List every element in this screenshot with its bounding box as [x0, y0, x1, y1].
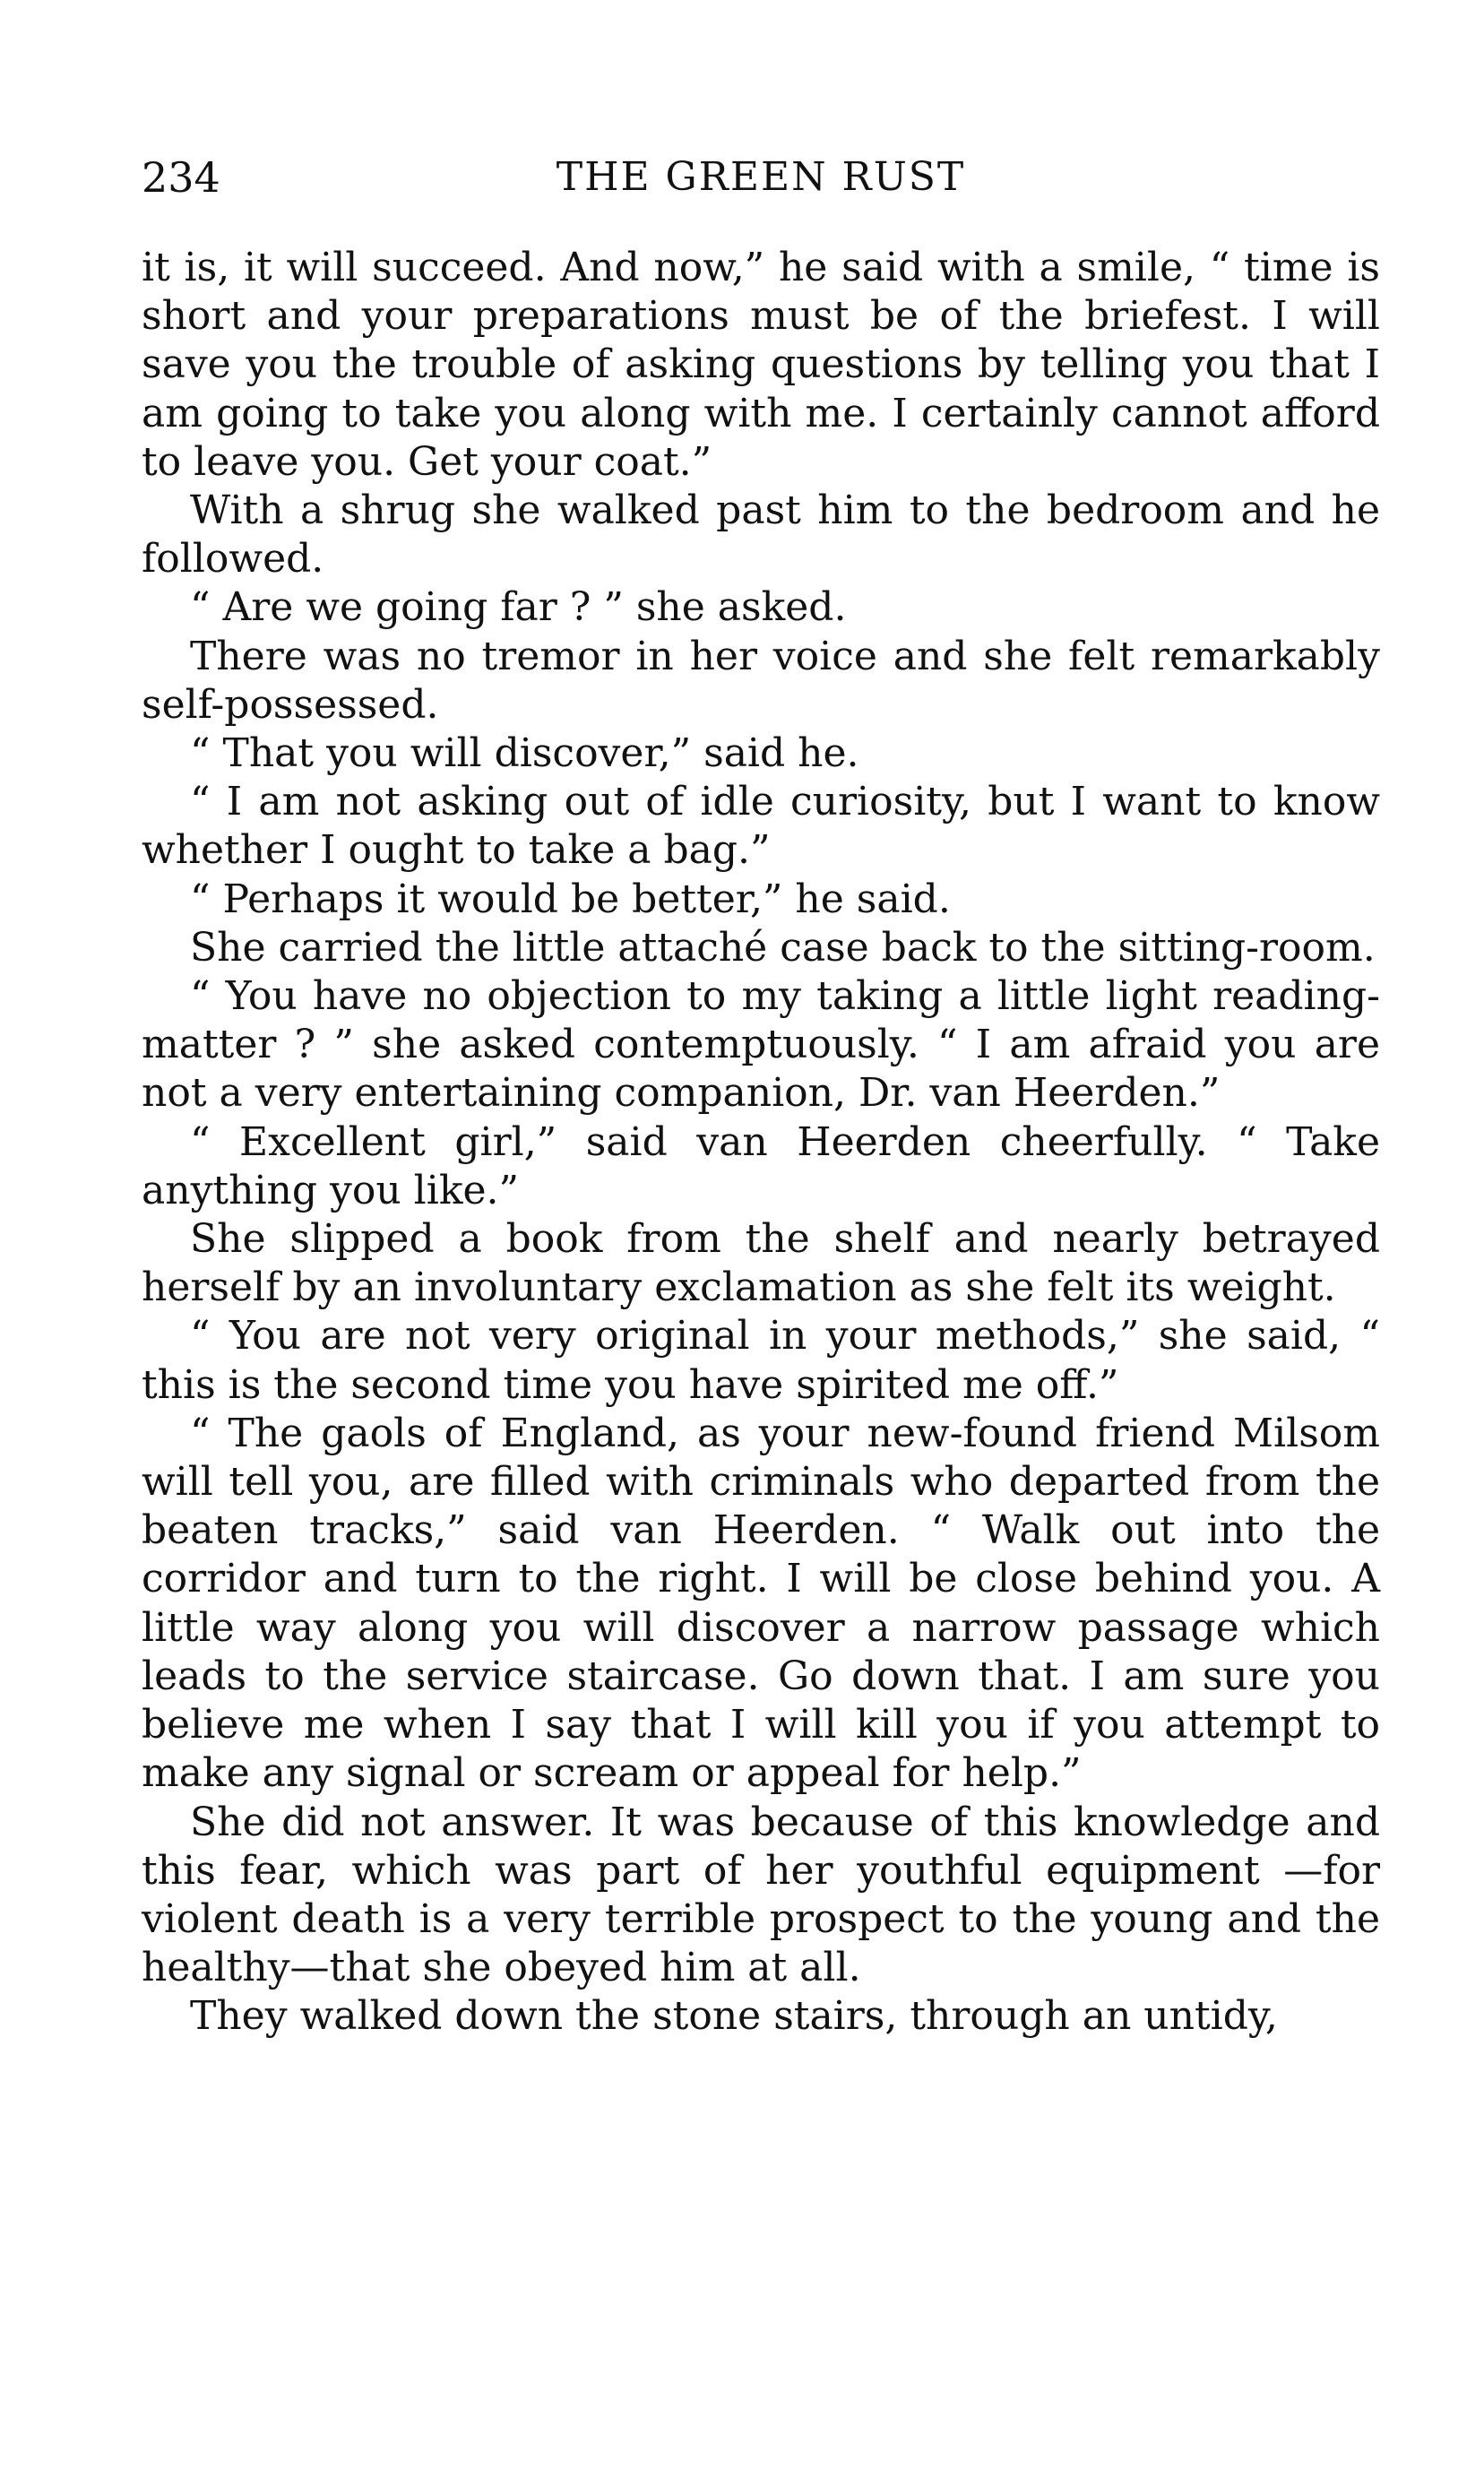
paragraph: “ You are not very original in your methods,” she said, “ this is the second time you have spirited me off.”	[142, 1313, 1380, 1408]
paragraph: “ I am not asking out of idle curiosity, but I want to know whether I ought to take a bag.”	[142, 779, 1380, 874]
paragraph: With a shrug she walked past him to the bedroom and he followed.	[142, 488, 1380, 583]
running-title: THE GREEN RUST	[556, 154, 966, 200]
page-number: 234	[142, 153, 220, 202]
paragraph: “ The gaols of England, as your new-found friend Milsom will tell you, are filled with criminals who departed from the beaten tracks,” said van Heerden. “ Walk out into the corridor and turn to the right. I will be close behind you. A little way along you will discover a narrow passage which leads to the service staircase. Go down that. I am sure you believe me when I say that I will kill you if you attempt to make any signal or scream or appeal for help.”	[142, 1410, 1380, 1797]
paragraph: She did not answer. It was because of this knowledge and this fear, which was part of her youthful equipment —for violent death is a very terrible prospect to the young and the healthy—that she obeyed him at all.	[142, 1799, 1380, 1991]
paragraph: “ Excellent girl,” said van Heerden cheerfully. “ Take anything you like.”	[142, 1118, 1380, 1213]
paragraph: it is, it will succeed. And now,” he said with a smile, “ time is short and your preparations must be of the briefest. I will save you the trouble of asking questions by telling you that I am going to take you along with me. I certainly cannot afford to leave you. Get your coat.”	[142, 245, 1380, 485]
paragraph: There was no tremor in her voice and she felt remarkably self-possessed.	[142, 633, 1380, 728]
paragraph: “ Perhaps it would be better,” he said.	[190, 876, 951, 922]
running-head	[142, 151, 1380, 204]
paragraph: She slipped a book from the shelf and nearly betrayed herself by an involuntary exclamation as she felt its weight.	[142, 1216, 1380, 1311]
paragraph: They walked down the stone stairs, through an untidy,	[190, 1993, 1278, 2040]
paragraph: She carried the little attaché case back to the sitting-room.	[190, 924, 1376, 971]
body-text	[142, 244, 1380, 2041]
paragraph: “ Are we going far ? ” she asked.	[190, 584, 847, 631]
paragraph: “ You have no objection to my taking a little light reading-matter ? ” she asked contemptuously. “ I am afraid you are not a very entertaining companion, Dr. van Heerden.”	[142, 973, 1380, 1117]
paragraph: “ That you will discover,” said he.	[190, 730, 859, 777]
